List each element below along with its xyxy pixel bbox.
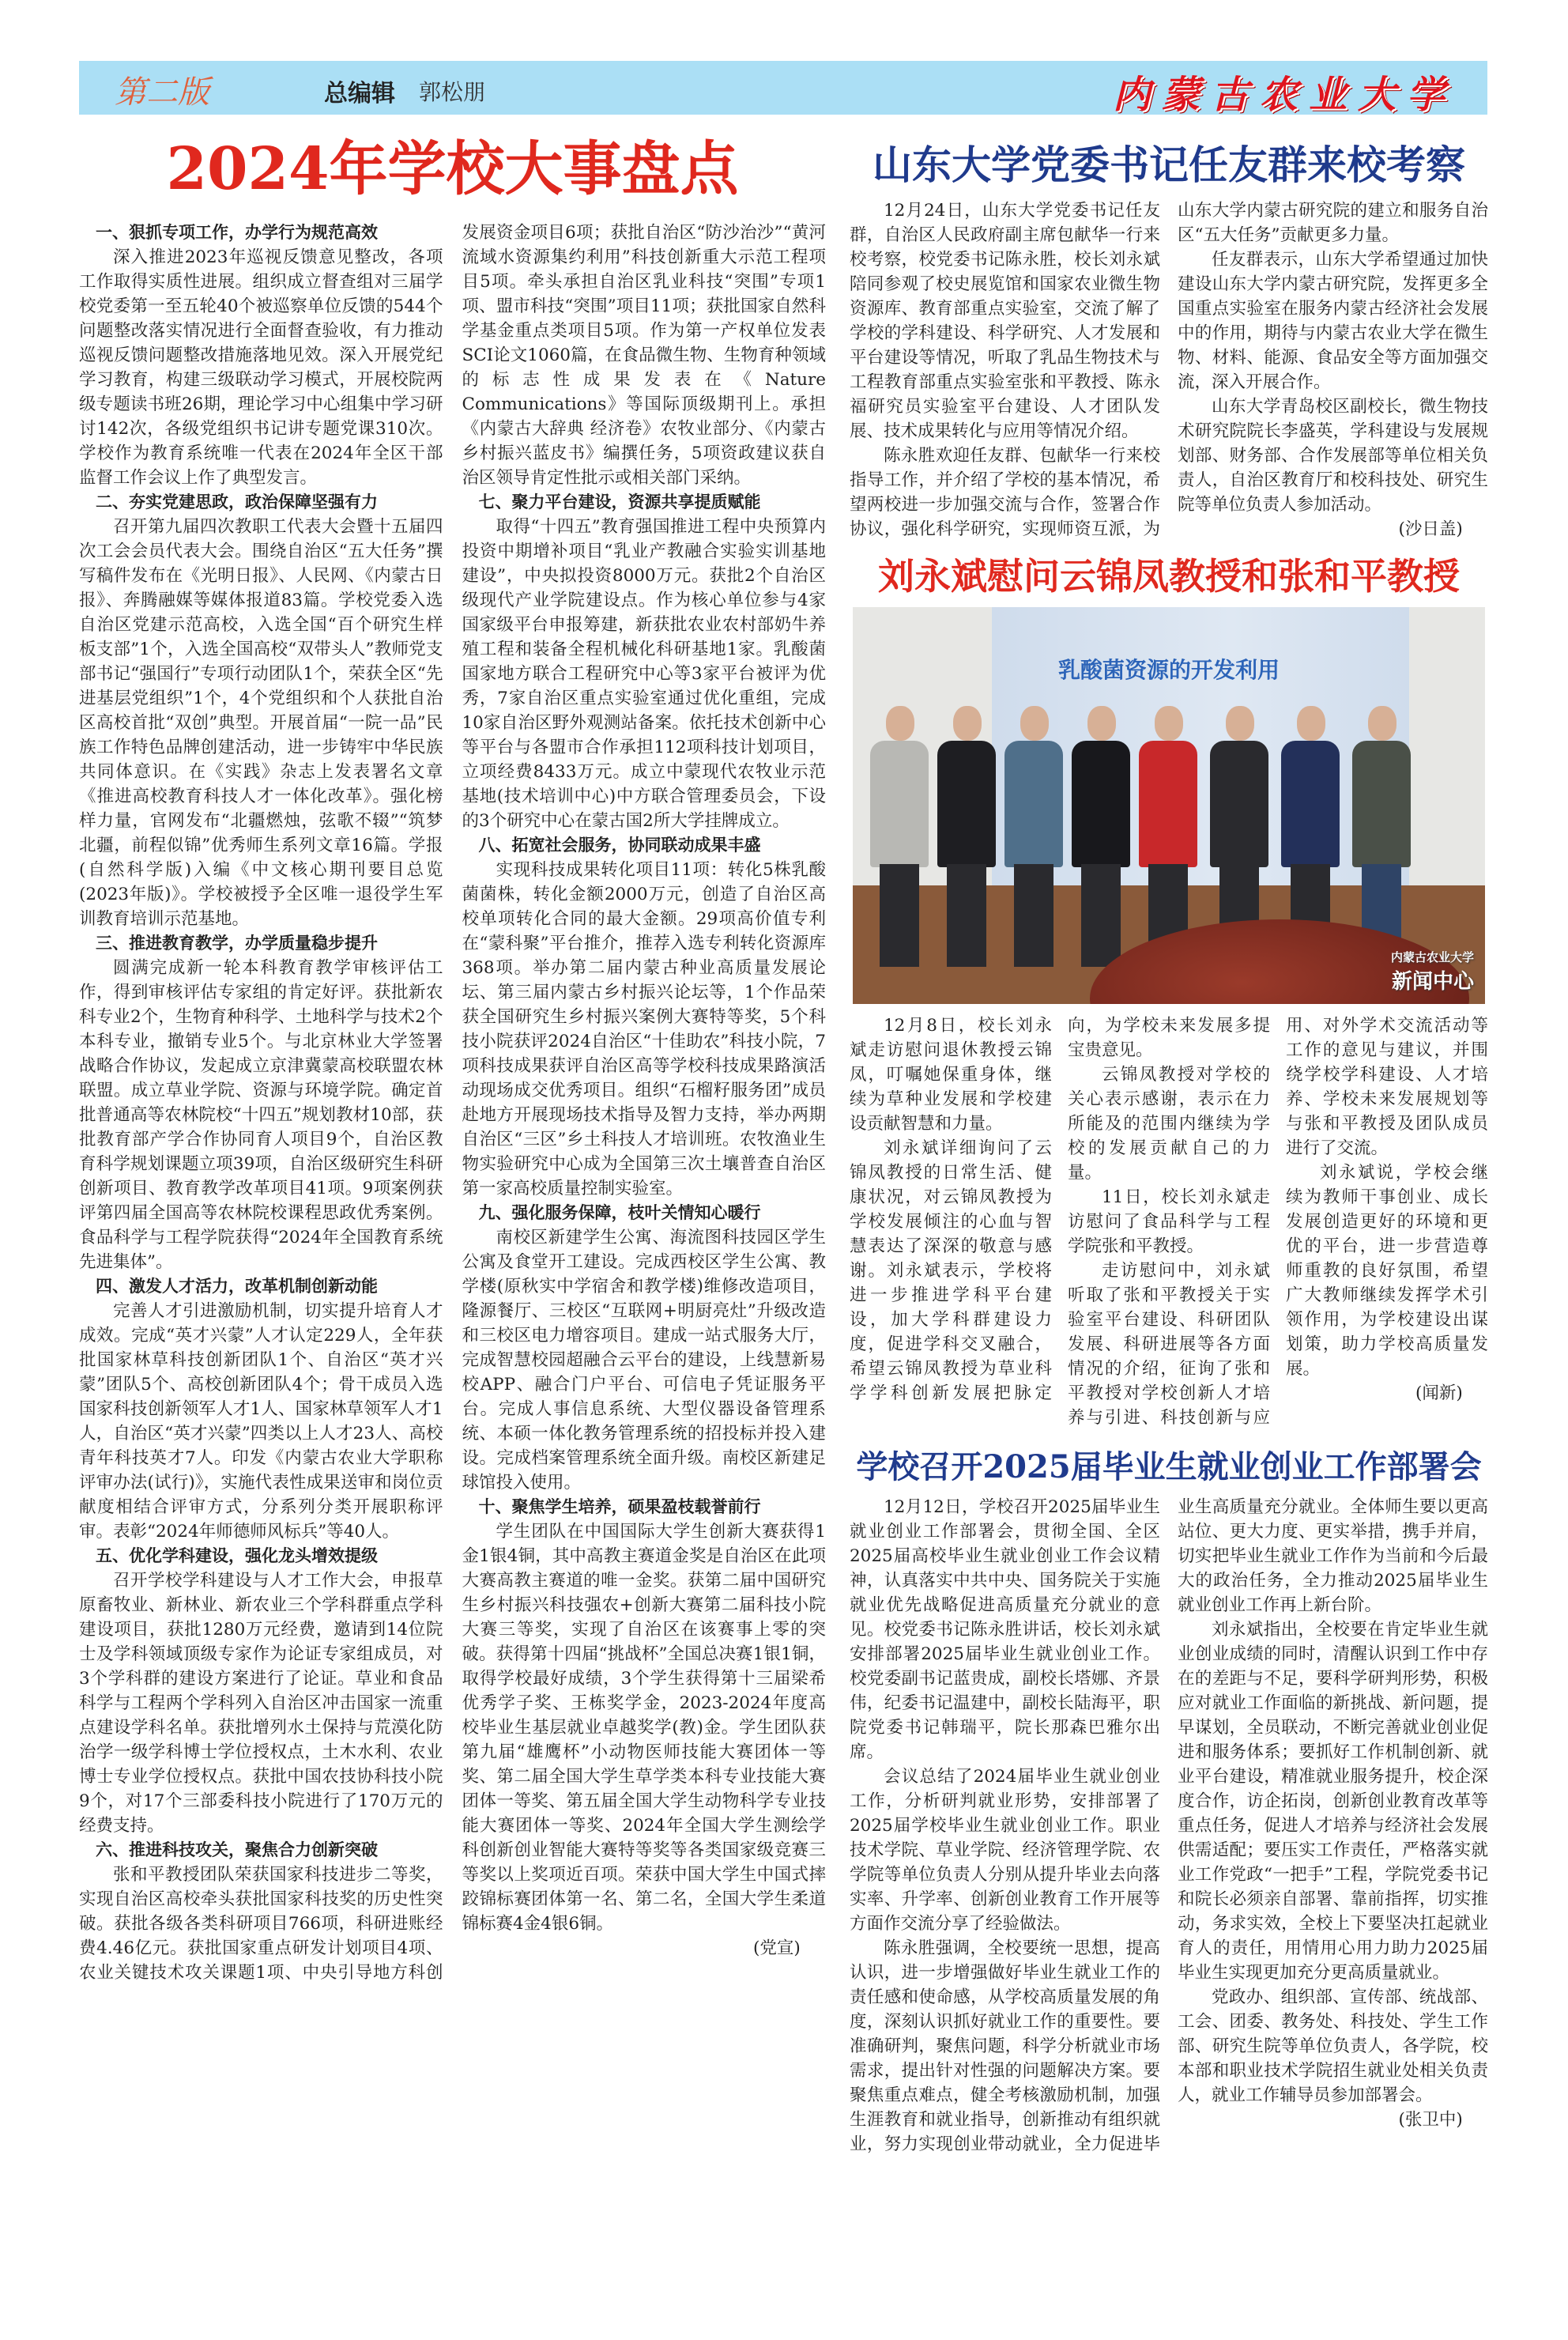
- person: [936, 706, 997, 967]
- editor-label: 总编辑: [324, 80, 395, 108]
- section-heading: 五、优化学科建设，强化龙头增效提级: [96, 1546, 378, 1565]
- paragraph: 深入推进2023年巡视反馈意见整改，各项工作取得实质性进展。组织成立督查组对三届学校党委第一至五轮40个被巡察单位反馈的544个问题整改落实情况进行全面督查验收，有力推动巡视反馈问题整改措施落地见效。深入开展党纪学习教育，构建三级联动学习模式，开展校院两级专题读书班26期，理论学习中心组集中学习研讨142次，各级党组织书记讲专题党课310次。学校作为教育系统唯一代表在2024年全区干部监督工作会议上作了典型发言。: [79, 247, 443, 488]
- watermark-line1: 内蒙古农业大学: [1390, 950, 1474, 964]
- paragraph: 刘永斌指出，全校要在肯定毕业生就业创业成绩的同时，清醒认识到工作中存在的差距与不足，要科学研判形势，积极应对就业工作面临的新挑战、新问题，提早谋划，全员联动，不断完善就业创业促进和服务体系；要抓好工作机制创新、就业平台建设，精准就业服务提升，校企深度合作，访企拓岗，创新创业教育改革等重点任务，促进人才培养与经济社会发展供需适配；要压实工作责任，严格落实就业工作党政“一把手”工程，学院党委书记和院长必须亲自部署、靠前指挥，切实推动，务求实效，全校上下要坚决扛起就业育人的责任，用情用心用力助力2025届毕业生实现更加充分更高质量就业。: [1178, 1620, 1488, 1983]
- section-heading: 一、狠抓专项工作，办学行为规范高效: [96, 222, 378, 242]
- section-heading: 四、激发人才活力，改革机制创新动能: [96, 1276, 378, 1296]
- paragraph: 12月24日，山东大学党委书记任友群，自治区人民政府副主席包献华一行来校考察，校党委书记陈永胜，校长刘永斌陪同参观了校史展览馆和国家农业微生物资源库、教育部重点实验室，交流了解了学校的学科建设、科学研究、人才发展和平台建设等情况，听取了乳品生物技术与工程教育部重点实验室张和平教授、陈永福研究员实验室平台建设、人才团队发展、技术成果转化与应用等情况介绍。: [850, 200, 1160, 441]
- page-header: [79, 61, 1487, 115]
- paragraph: 山东大学青岛校区副校长，微生物技术研究院院长李盛英，学科建设与发展规划部、财务部、合作发展部等单位相关负责人，自治区教育厅和校科技处、研究生院等单位负责人参加活动。: [1178, 396, 1488, 515]
- section-heading: 八、拓宽社会服务，协同联动成果丰盛: [478, 835, 761, 855]
- paragraph: 11日，校长刘永斌走访慰问了食品科学与工程学院张和平教授。: [1068, 1187, 1270, 1256]
- section-heading: 九、强化服务保障，枝叶关情知心暖行: [478, 1202, 761, 1222]
- editor-name: 郭松朋: [419, 79, 486, 105]
- article-body-employment-meeting: [850, 1495, 1488, 2157]
- paragraph: 12月8日，校长刘永斌走访慰问退休教授云锦凤，叮嘱她保重身体，继续为草种业发展和学校建设贡献智慧和力量。: [850, 1016, 1052, 1134]
- paragraph: 任友群表示，山东大学希望通过加快建设山东大学内蒙古研究院，发挥更多全国重点实验室在服务内蒙古经济社会发展中的作用，期待与内蒙古农业大学在微生物、材料、能源、食品安全等方面加强交流，深入开展合作。: [1178, 249, 1488, 392]
- paragraph: 完善人才引进激励机制，切实提升培育人才成效。完成“英才兴蒙”人才认定229人，全年获批国家林草科技创新团队1个、自治区“英才兴蒙”团队5个、高校创新团队4个；骨干成员入选国家科技创新领军人才1人、国家林草领军人才1人，自治区“英才兴蒙”四类以上人才23人、高校青年科技英才7人。印发《内蒙古农业大学职称评审办法(试行)》，实施代表性成果送审和岗位贡献度相结合评审方式，分系列分类开展职称评审。表彰“2024年师德师风标兵”等40人。: [79, 1300, 443, 1542]
- article-title-annual-review: 2024年学校大事盘点: [166, 135, 739, 203]
- author-byline: (沙日盖): [1398, 519, 1463, 539]
- edition-label: 第二版: [115, 74, 209, 111]
- paragraph: 召开学校学科建设与人才工作大会，申报草原畜牧业、新林业、新农业三个学科群重点学科建设项目，获批1280万元经费，邀请到14位院士及学科领域顶级专家作为论证专家组成员，对3个学科群的建设方案进行了论证。草业和食品科学与工程两个学科列入自治区冲击国家一流重点建设学科名单。获批增列水土保持与荒漠化防治学一级学科博士学位授权点，土木水利、农业博士专业学位授权点。获批中国农技协科技小院9个，对17个三部委科技小院进行了170万元的经费支持。: [79, 1570, 443, 1836]
- section-heading: 六、推进科技攻关，聚焦合力创新突破: [96, 1840, 378, 1859]
- article-body-shandong-visit: [850, 198, 1488, 542]
- paragraph: 12月12日，学校召开2025届毕业生就业创业工作部署会，贯彻全国、全区2025届高校毕业生就业创业工作会议精神，认真落实中共中央、国务院关于实施就业优先战略促进高质量充分就业的意见。校党委书记陈永胜讲话，校长刘永斌安排部署2025届毕业生就业创业工作。校党委副书记蓝贵成，副校长塔娜、齐景伟，纪委书记温建中，副校长陆海平，职院党委书记韩瑞平，院长那森巴雅尔出席。: [850, 1497, 1160, 1762]
- news-center-watermark: [1391, 949, 1474, 994]
- article-body-condolence-visit: [850, 1013, 1488, 1430]
- section-heading: 十、聚焦学生培养，硕果盈枝载誉前行: [478, 1496, 761, 1516]
- photo-screen-text: 乳酸菌资源的开发利用: [1057, 657, 1280, 683]
- paragraph: 南校区新建学生公寓、海流图科技园区学生公寓及食堂开工建设。完成西校区学生公寓、教学楼(原秋实中学宿舍和教学楼)维修改造项目，隆源餐厅、三校区“互联网+明厨亮灶”升级改造和三校区电力增容项目。建成一站式服务大厅，完成智慧校园超融合云平台的建设，上线慧新易校APP、融合门户平台、可信电子凭证服务平台。完成人事信息系统、大型仪器设备管理系统、本硕一体化教务管理系统的招投标并投入建设。完成档案管理系统全面升级。南校区新建足球馆投入使用。: [462, 1227, 826, 1493]
- paragraph: 云锦凤教授对学校的关心表示感谢，表示在力所能及的范围内继续为学校的发展贡献自己的力量。: [1068, 1065, 1270, 1183]
- watermark-line2: 新闻中心: [1391, 970, 1474, 994]
- author-byline: (张卫中): [1398, 2110, 1463, 2130]
- person-with-flowers: [1137, 706, 1199, 967]
- left-column: [79, 133, 826, 1985]
- paragraph: 取得“十四五”教育强国推进工程中央预算内投资中期增补项目“乳业产教融合实验实训基地建设”，中央拟投资8000万元。获批2个自治区级现代产业学院建设点。作为核心单位参与4家国家级平台申报筹建，新获批农业农村部奶牛养殖工程和装备全程机械化科研基地1家。乳酸菌国家地方联合工程研究中心等3家平台被评为优秀，7家自治区重点实验室通过优化重组，完成10家自治区野外观测站备案。依托技术创新中心等平台与各盟市合作承担112项科技计划项目，立项经费8433万元。成立中蒙现代农牧业示范基地(技术培训中心)中方联合管理委员会，下设的3个研究中心在蒙古国2所大学挂牌成立。: [462, 516, 826, 831]
- author-byline: (党宣): [752, 1938, 801, 1958]
- paragraph: 学生团队在中国国际大学生创新大赛获得1金1银4铜，其中高教主赛道金奖是自治区在此项大赛高教主赛道的唯一金奖。获第二届中国研究生乡村振兴科技强农+创新大赛第二届科技小院大赛三等奖，实现了自治区在该赛事上零的突破。获得第十四届“挑战杯”全国总决赛1银1铜，取得学校最好成绩，3个学生获得第十三届梁希优秀学子奖、王栋奖学金，2023-2024年度高校毕业生基层就业卓越奖学(教)金。学生团队获第九届“雄鹰杯”小动物医师技能大赛团体一等奖、第二届全国大学生草学类本科专业技能大赛团体一等奖、第五届全国大学生动物科学专业技能大赛团体一等奖、2024年全国大学生测绘学科创新创业智能大赛特等奖等各类国家级竞赛三等奖以上奖项近百项。荣获中国大学生中国式摔跤锦标赛团体第一名、第二名，全国大学生柔道锦标赛4金4银6铜。: [462, 1521, 826, 1934]
- article-title-shandong-visit: 山东大学党委书记任友群来校考察: [873, 142, 1465, 188]
- newspaper-masthead: 内蒙古农业大学: [1112, 73, 1456, 117]
- paragraph: 实现科技成果转化项目11项：转化5株乳酸菌菌株，转化金额2000万元，创造了自治区高校单项转化合同的最大金额。29项高价值专利在“蒙科聚”平台推介，推荐入选专利转化资源库368项。举办第二届内蒙古种业高质量发展论坛、第三届内蒙古乡村振兴论坛等，1个作品荣获全国研究生乡村振兴案例大赛特等奖，5个科技小院获评2024自治区“十佳助农”科技小院，7项科技成果获评自治区高等学校科技成果路演活动现场成交优秀项目。组织“石榴籽服务团”成员赴地方开展现场技术指导及智力支持，举办两期自治区“三区”乡土科技人才培训班。农牧渔业生物实验研究中心成为全国第三次土壤普查自治区第一家高校质量控制实验室。: [462, 859, 826, 1198]
- paragraph: 刘永斌说，学校会继续为教师干事创业、成长发展创造更好的环境和更优的平台，进一步营造尊师重教的良好氛围，希望广大教师继续发挥学术引领作用，为学校建设出谋划策，助力学校高质量发展。: [1286, 1163, 1488, 1379]
- article-title-employment-meeting: 学校召开2025届毕业生就业创业工作部署会: [856, 1448, 1482, 1485]
- paragraph: 党政办、组织部、宣传部、统战部、工会、团委、教务处、科技处、学生工作部、研究生院等单位负责人，各学院，校本部和职业技术学院招生就业处相关负责人，就业工作辅导员参加部署会。: [1178, 1987, 1488, 2105]
- paragraph: 会议总结了2024届毕业生就业创业工作，分析研判就业形势，安排部署了2025届学校毕业生就业创业工作。职业技术学院、草业学院、经济管理学院、农学院等单位负责人分别从提升毕业去向落实率、升学率、创新创业教育工作开展等方面作交流分享了经验做法。: [850, 1767, 1160, 1934]
- section-heading: 三、推进教育教学，办学质量稳步提升: [96, 933, 378, 953]
- author-byline: (闻新): [1415, 1383, 1463, 1403]
- article-title-condolence-visit: 刘永斌慰问云锦凤教授和张和平教授: [878, 554, 1460, 598]
- person: [869, 706, 930, 967]
- person: [1070, 706, 1132, 967]
- right-column: [850, 141, 1488, 2157]
- paragraph: 陈永胜欢迎任友群、包献华一行来校指导工作，并介绍了学校的基本情况，希望两校进一步加强交流与合作，签署合作协议，强化科学研究，实现师资互派，为山东大学内蒙古研究院的建立和服务自治区“五大任务”贡献更多力量。: [850, 200, 1488, 539]
- paragraph: 圆满完成新一轮本科教育教学审核评估工作，得到审核评估专家组的肯定好评。获批新农科专业2个，生物育种科学、土地科学与技术2个本科专业，撤销专业5个。与北京林业大学签署战略合作协议，发起成立京津冀蒙高校联盟农林联盟。成立草业学院、资源与环境学院。确定首批普通高等农林院校“十四五”规划教材10部，获批教育部产学合作协同育人项目9个，自治区教育科学规划课题立项39项，自治区级研究生科研创新项目、教育教学改革项目41项。9项案例获评第四届全国高等农林院校课程思政优秀案例。食品科学与工程学院获得“2024年全国教育系统先进集体”。: [79, 957, 443, 1272]
- paragraph: 召开第九届四次教职工代表大会暨十五届四次工会会员代表大会。围绕自治区“五大任务”撰写稿件发布在《光明日报》、人民网、《内蒙古日报》、奔腾融媒等媒体报道83篇。学校党委入选自治区党建示范高校，入选全国“百个研究生样板支部”1个，入选全国高校“双带头人”教师党支部书记“强国行”专项行动团队1个，荣获全区“先进基层党组织”1个，4个党组织和个人获批自治区高校首批“双创”典型。开展首届“一院一品”民族工作特色品牌创建活动，进一步铸牢中华民族共同体意识。在《实践》杂志上发表署名文章《推进高校教育科技人才一体化改革》。强化榜样力量，官网发布“北疆燃烛，弦歌不辍”“筑梦北疆，前程似锦”优秀师生系列文章16篇。学报(自然科学版)入编《中文核心期刊要目总览(2023年版)》。学校被授予全区唯一退役学生军训教育培训示范基地。: [79, 516, 443, 929]
- person: [1003, 706, 1065, 967]
- section-heading: 二、夯实党建思政，政治保障坚强有力: [96, 492, 378, 511]
- group-photo: [853, 607, 1485, 1004]
- paragraph: 走访慰问中，刘永斌听取了张和平教授关于实验室平台建设、科研团队发展、科研进展等各方面情况的介绍，征询了张和平教授对学校创新人才培养与引进、科技创新与应用、对外学术交流活动等工作的意见与建议，并围绕学校学科建设、人才培养、学校未来发展规划等与张和平教授及团队成员进行了交流。: [1068, 1016, 1488, 1428]
- section-heading: 七、聚力平台建设，资源共享提质赋能: [478, 492, 761, 511]
- paragraph: 陈永胜强调，全校要统一思想，提高认识，进一步增强做好毕业生就业工作的责任感和使命感，从学校高质量发展的角度，深刻认识抓好就业工作的重要性。要准确研判，聚焦问题，科学分析就业市场需求，提出针对性强的问题解决方案。要聚焦重点难点，健全考核激励机制，加强生涯教育和就业指导，创新推动有组织就业，努力实现创业带动就业，全力促进毕业生高质量充分就业。全体师生要以更高站位、更大力度、更实举措，携手并肩，切实把毕业生就业工作作为当前和今后最大的政治任务，全力推动2025届毕业生就业创业工作再上新台阶。: [850, 1497, 1488, 2154]
- paragraph: 刘永斌详细询问了云锦凤教授的日常生活、健康状况，对云锦凤教授为学校发展倾注的心血与智慧表达了深深的敬意与感谢。刘永斌表示，学校将进一步推进学科平台建设，加大学科群建设力度，促进学科交叉融合，希望云锦凤教授为草业科学学科创新发展把脉定向，为学校未来发展多提宝贵意见。: [850, 1016, 1270, 1403]
- paragraph: 张和平教授团队荣获国家科技进步二等奖，实现自治区高校牵头获批国家科技奖的历史性突破。获批各级各类科研项目766项，科研进账经费4.46亿元。获批国家重点研发计划项目4项、农业关键技术攻关课题1项、中央引导地方科创发展资金项目6项；获批自治区“防沙治沙”“黄河流域水资源集约利用”科技创新重大示范工程项目5项。牵头承担自治区乳业科技“突围”专项1项、盟市科技“突围”项目11项；获批国家自然科学基金重点类项目5项。作为第一产权单位发表SCI论文1060篇，在食品微生物、生物育种领域的标志性成果发表在《Nature Communications》等国际顶级期刊上。承担《内蒙古大辞典 经济卷》农牧业部分、《内蒙古乡村振兴蓝皮书》编撰任务，5项资政建议获自治区领导肯定性批示或相关部门采纳。: [79, 222, 826, 1983]
- article-body-annual-review: [79, 221, 826, 1985]
